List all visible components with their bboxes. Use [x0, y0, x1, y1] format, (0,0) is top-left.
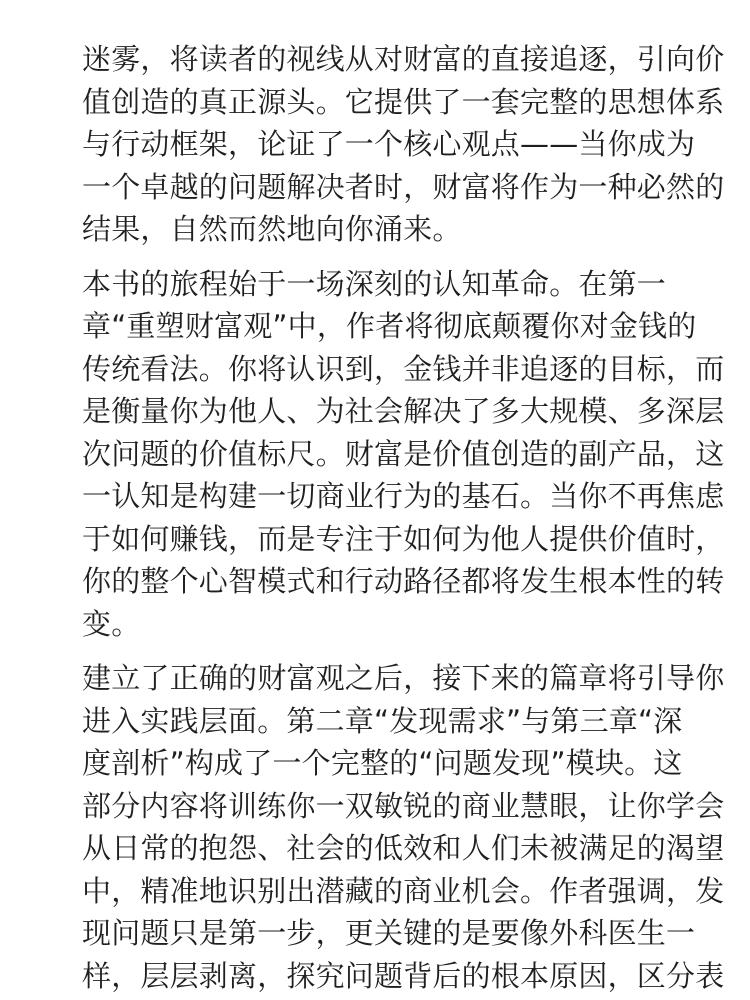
- text-line: 结果，自然而然地向你涌来。: [82, 212, 462, 246]
- text-line: 变。: [82, 606, 141, 641]
- text-line: 次问题的价值标尺。财富是价值创造的副产品，这: [82, 436, 725, 471]
- paragraph-chapter-one: [82, 263, 725, 646]
- text-line: 进入实践层面。第二章“发现需求”与第三章“深: [82, 703, 683, 738]
- text-line: 样，层层剥离，探究问题背后的根本原因，区分表: [82, 958, 725, 993]
- text-line: 建立了正确的财富观之后，接下来的篇章将引导你: [82, 661, 725, 695]
- paragraph-intro: [82, 38, 725, 251]
- text-line: 于如何赚钱，而是专注于如何为他人提供价值时，: [82, 521, 725, 556]
- text-line: 本书的旅程始于一场深刻的认知革命。在第一: [82, 266, 667, 301]
- text-line: 迷雾，将读者的视线从对财富的直接追逐，引向价: [82, 42, 725, 76]
- text-line: 度剖析”构成了一个完整的“问题发现”模块。这: [82, 746, 683, 780]
- text-line: 值创造的真正源头。它提供了一套完整的思想体系: [82, 84, 725, 119]
- text-line: 一认知是构建一切商业行为的基石。当你不再焦虑: [82, 479, 725, 513]
- text-line: 传统看法。你将认识到，金钱并非追逐的目标，而: [82, 351, 725, 386]
- paragraph-chapters-two-three: [82, 657, 725, 997]
- text-line: 从日常的抱怨、社会的低效和人们未被满足的渴望: [82, 831, 725, 865]
- text-line: 是衡量你为他人、为社会解决了多大规模、多深层: [82, 394, 725, 428]
- text-line: 中，精准地识别出潜藏的商业机会。作者强调，发: [82, 873, 725, 908]
- text-line: 与行动框架，论证了一个核心观点——当你成为: [82, 127, 696, 161]
- text-line: 现问题只是第一步，更关键的是要像外科医生一: [82, 916, 696, 950]
- text-line: 章“重塑财富观”中，作者将彻底颠覆你对金钱的: [82, 309, 697, 343]
- text-line: 你的整个心智模式和行动路径都将发生根本性的转: [82, 564, 725, 598]
- text-line: 一个卓越的问题解决者时，财富将作为一种必然的: [82, 169, 725, 204]
- text-line: 部分内容将训练你一双敏锐的商业慧眼，让你学会: [82, 788, 725, 823]
